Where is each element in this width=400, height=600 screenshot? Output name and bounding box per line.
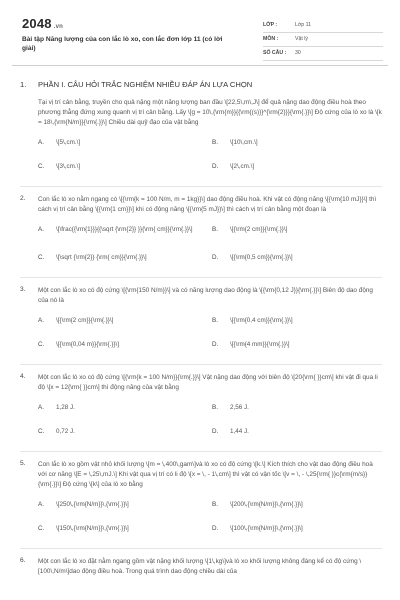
option-label: D.	[212, 254, 219, 261]
option-label: A.	[38, 317, 44, 324]
options-row	[38, 312, 382, 336]
option-value: 1,28 J.	[56, 404, 75, 411]
option-value: 0,72 J.	[56, 428, 75, 435]
option-label: B.	[212, 226, 218, 233]
option-label: C.	[38, 525, 45, 532]
options-row	[38, 423, 382, 447]
option-value: \[2\,cm.\]	[230, 163, 255, 170]
option-value: \[{\rm{0,4 cm}}{\rm{.}}\]	[230, 317, 293, 324]
meta-row-count	[263, 47, 383, 61]
option-value: \[{\rm{4 mm}}{\rm{.}}\]	[230, 341, 290, 348]
options-row	[38, 221, 382, 249]
document-header	[12, 10, 388, 66]
option-value: \[10\,cm.\]	[230, 139, 258, 146]
options-row	[38, 249, 382, 273]
question-divider	[20, 364, 382, 365]
section-number: 1.	[20, 80, 27, 89]
option-label: C.	[38, 428, 45, 435]
meta-row-class	[263, 19, 383, 33]
option-value: \[\sqrt {\rm{2}} {\rm{ cm}}{\rm{.}}\]	[56, 254, 147, 261]
option-label: D.	[212, 525, 219, 532]
question-text: Một con lắc lò xo đặt nằm ngang gồm vật nặng khối lượng \[1\,kg\]và lò xo khối lượng không đáng kể có độ cứng \[100\,N/m\]dao động điều hoà. Trong quá trình dao động chiều dài của	[38, 558, 362, 575]
question-divider	[20, 277, 382, 278]
question-text: Một con lắc lò xo có độ cứng \[{\rm{150 N/m}}\] và có năng lượng dao động là \[{\rm{0,12 J}}{\rm{.}}\] Biên độ dao động của nó là	[38, 287, 373, 304]
option-value: \[\frac{{\rm{1}}}{{\sqrt {\rm{2}} }}{\rm{ cm}}{\rm{.}}\]	[56, 226, 193, 233]
meta-table	[263, 19, 383, 61]
question-number: 4.	[20, 373, 26, 380]
option-value: \[200\,{\rm{N/m}}\,{\rm{.}}\]	[230, 501, 303, 508]
question-text: Một con lắc lò xo có độ cứng \[{\rm{k = 100 N/m}}{\rm{.}}\] Vật nặng dao động với biên độ \[20{\rm{ }}cm\] khi vật đi qua li độ \[x = 12{\rm{ }}cm\] thì động năng của vật bằng	[38, 374, 378, 391]
question-2	[20, 195, 382, 278]
option-value: \[100\,{\rm{N/m}}\,{\rm{.}}\]	[230, 525, 303, 532]
option-label: B.	[212, 501, 218, 508]
option-value: \[{\rm{2 cm}}{\rm{.}}\]	[230, 226, 288, 233]
options-row	[38, 520, 382, 544]
meta-key: MÔN :	[263, 36, 279, 42]
option-label: D.	[212, 341, 219, 348]
option-label: C.	[38, 254, 45, 261]
options	[38, 221, 382, 273]
options	[38, 399, 382, 447]
option-value: \[150\,{\rm{N/m}}\,{\rm{.}}\]	[56, 525, 129, 532]
document-title: Bài tập Năng lượng của con lắc lò xo, con lắc đơn lớp 11 (có lời giải)	[22, 36, 223, 52]
meta-value: 30	[295, 50, 301, 56]
option-label: A.	[38, 226, 44, 233]
question-number: 3.	[20, 286, 26, 293]
option-label: D.	[212, 163, 219, 170]
options-row	[38, 496, 382, 520]
options-row	[38, 399, 382, 423]
logo-suffix: .vn	[53, 24, 64, 30]
meta-key: SỐ CÂU :	[263, 50, 287, 56]
option-value: \[{\rm{0,04 m}}{\rm{.}}\]	[56, 341, 120, 348]
option-label: A.	[38, 501, 44, 508]
question-4	[20, 373, 382, 452]
options-row	[38, 336, 382, 360]
meta-row-subject	[263, 33, 383, 47]
question-number: 2.	[20, 195, 26, 202]
option-label: B.	[212, 139, 218, 146]
options	[38, 496, 382, 544]
option-label: B.	[212, 317, 218, 324]
site-logo[interactable]	[22, 16, 63, 31]
option-value: \[5\,cm.\]	[56, 139, 81, 146]
question-divider	[20, 186, 382, 187]
option-value: 1,44 J.	[230, 428, 249, 435]
option-label: A.	[38, 404, 44, 411]
option-label: C.	[38, 163, 45, 170]
question-text: Con lắc lò xo nằm ngang có \[{\rm{k = 100 N/m, m = 1kg}}\] dao động điều hoà. Khi vật có động năng \[{\rm{10 mJ}}\] thì cách vị trí cân bằng \[{\rm{1 cm}}\] khi có động năng \[{\rm{5 mJ}}\] thì cách vị trí cân bằng một đoạn là	[38, 196, 377, 213]
question-divider	[20, 451, 382, 452]
section-heading	[20, 80, 382, 94]
options-row	[38, 158, 382, 182]
question-number: 5.	[20, 460, 26, 467]
option-label: C.	[38, 341, 45, 348]
question-divider	[20, 548, 382, 549]
option-value: \[{\rm{2 cm}}{\rm{.}}\]	[56, 317, 114, 324]
option-value: \[{\rm{0,5 cm}}{\rm{.}}\]	[230, 254, 293, 261]
option-label: B.	[212, 404, 218, 411]
section-title: PHẦN I. CÂU HỎI TRẮC NGHIỆM NHIỀU ĐÁP ÁN LỰA CHỌN	[38, 80, 253, 89]
logo-main: 2048	[22, 16, 52, 31]
options	[38, 134, 382, 182]
options	[38, 312, 382, 360]
question-3	[20, 286, 382, 365]
document-content	[20, 80, 382, 577]
option-value: \[3\,cm.\]	[56, 163, 81, 170]
meta-value: Lớp 11	[295, 22, 311, 28]
option-label: A.	[38, 139, 44, 146]
question-text: Tại vị trí cân bằng, truyền cho quả nặng một năng lượng ban đầu \[22,5\,m\,J\] để quả nặng dao động điều hoà theo phương thẳng đứng xung quanh vị trí cân bằng. Lấy \[g = 10\,{\rm{m}}{{\rm{(s)}}^{\rm{2}}}{\rm{.}}\] Độ cứng của lò xo là \[k = 18\,{\rm{N/m}}{\rm{.}}\] Chiều dài quỹ đạo của vật bằng	[38, 99, 382, 126]
meta-key: LỚP :	[263, 22, 278, 28]
question-text: Con lắc lò xo gồm vật nhỏ khối lượng \[m = \,400\,gam\]và lò xo có độ cứng \[k.\] Kích thích cho vật dao động điều hoà với cơ năng \[E = \,25\,mJ.\] Khi vật qua vị trí có li độ \[x = \, - 1\,cm\] thì vật có vận tốc \[v = \, - \,25{\rm{ }}c{\rm{m/s}}{\rm{.}}\] Độ cứng \[k\] của lò xo bằng	[38, 461, 373, 488]
question-5	[20, 460, 382, 549]
question-6	[20, 557, 382, 577]
option-value: 2,56 J.	[230, 404, 249, 411]
option-label: D.	[212, 428, 219, 435]
option-value: \[250\,{\rm{N/m}}\,{\rm{.}}\]	[56, 501, 129, 508]
question-number: 6.	[20, 557, 26, 564]
options-row	[38, 134, 382, 158]
meta-value: Vật lý	[295, 36, 308, 42]
question-1	[20, 98, 382, 187]
